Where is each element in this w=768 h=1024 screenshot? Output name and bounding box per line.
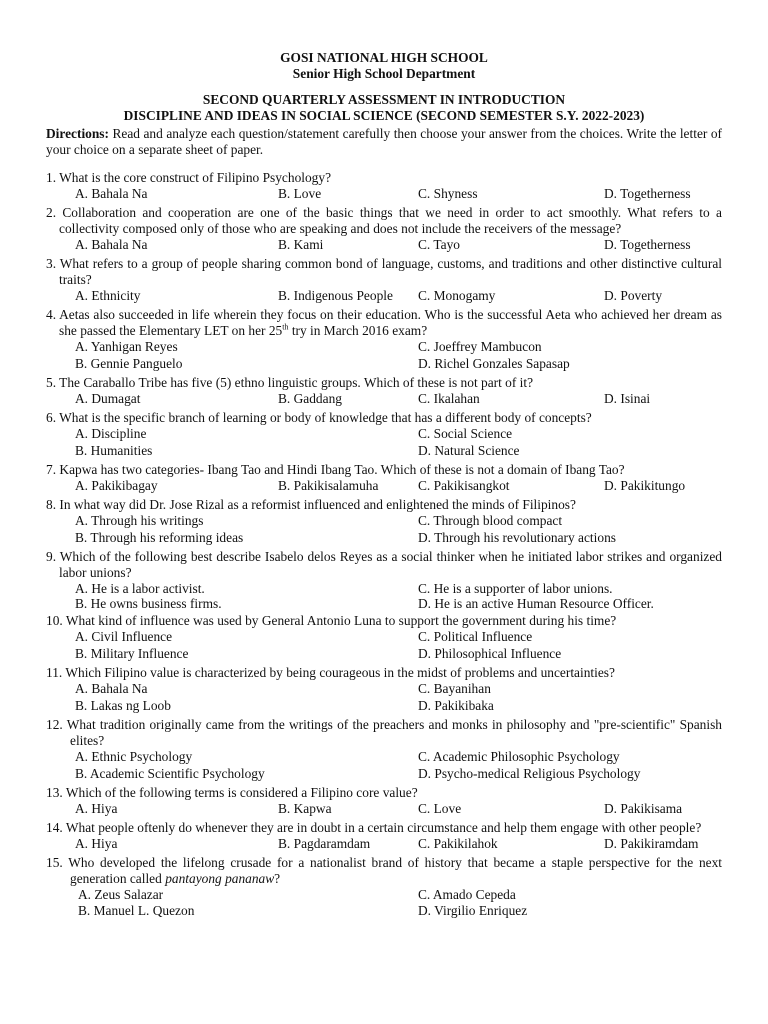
question-text: What is the core construct of Filipino Psychology? (59, 170, 332, 185)
exam-page (46, 50, 722, 919)
option-c: C. Through blood compact (418, 513, 563, 528)
question-text-cont: try in March 2016 exam? (288, 323, 428, 338)
option-d: D. Pakikibaka (418, 698, 494, 713)
option-b: B. He owns business firms. (75, 596, 222, 611)
option-b: B. Manuel L. Quezon (78, 903, 195, 918)
question-13 (46, 785, 722, 818)
option-b: B. Love (278, 186, 322, 201)
option-c: C. Shyness (418, 186, 478, 201)
question-text: What kind of influence was used by General Antonio Luna to support the government during his time? (65, 613, 617, 628)
question-12 (46, 717, 722, 783)
question-9 (46, 549, 722, 611)
question-number: 1. (46, 170, 57, 185)
option-b: B. Academic Scientific Psychology (75, 766, 265, 781)
question-7 (46, 462, 722, 495)
question-number: 9. (46, 549, 57, 564)
option-b: B. Indigenous People (278, 288, 393, 303)
question-6 (46, 410, 722, 460)
option-a: A. Bahala Na (75, 681, 148, 696)
option-a: A. Pakikibagay (75, 478, 158, 493)
option-d: D. Poverty (604, 288, 663, 303)
option-a: A. Bahala Na (75, 237, 148, 252)
question-text: Which of the following best describe Isabelo delos Reyes as a social thinker when he initiated labor strikes and organized labor unions? (59, 549, 723, 580)
department-name: Senior High School Department (292, 66, 476, 81)
exam-title-line2: DISCIPLINE AND IDEAS IN SOCIAL SCIENCE (SECOND SEMESTER S.Y. 2022-2023) (123, 108, 645, 123)
option-a: A. Ethnic Psychology (75, 749, 193, 764)
question-number: 10. (46, 613, 63, 628)
question-text: What people oftenly do whenever they are in doubt in a certain circumstance and help them engage with other people? (65, 820, 702, 835)
option-c: C. Amado Cepeda (418, 887, 516, 902)
option-c: C. Monogamy (418, 288, 496, 303)
option-b: B. Military Influence (75, 646, 189, 661)
question-text: Which of the following terms is considered a Filipino core value? (65, 785, 418, 800)
question-8 (46, 497, 722, 547)
question-3 (46, 256, 722, 305)
option-d: D. Philosophical Influence (418, 646, 562, 661)
option-a: A. Discipline (75, 426, 147, 441)
option-a: A. Yanhigan Reyes (75, 339, 178, 354)
option-d: D. Isinai (604, 391, 651, 406)
option-a: A. He is a labor activist. (75, 581, 205, 596)
question-number: 2. (46, 205, 57, 220)
option-b: B. Lakas ng Loob (75, 698, 171, 713)
option-c: C. Tayo (418, 237, 460, 252)
option-d: D. Togetherness (604, 186, 691, 201)
option-c: C. He is a supporter of labor unions. (418, 581, 613, 596)
option-b: B. Pakikisalamuha (278, 478, 379, 493)
option-b: B. Through his reforming ideas (75, 530, 244, 545)
option-d: D. Pakikiramdam (604, 836, 699, 851)
question-text: What is the specific branch of learning or body of knowledge that has a different body of concepts? (59, 410, 592, 425)
question-number: 5. (46, 375, 57, 390)
option-a: A. Through his writings (75, 513, 204, 528)
option-b: B. Pagdaramdam (278, 836, 371, 851)
option-c: C. Ikalahan (418, 391, 480, 406)
option-c: C. Social Science (418, 426, 513, 441)
question-text: Which Filipino value is characterized by being courageous in the midst of problems and uncertainties? (65, 665, 615, 680)
option-a: A. Hiya (75, 801, 118, 816)
option-d: D. Richel Gonzales Sapasap (418, 356, 570, 371)
option-d: D. Pakikitungo (604, 478, 686, 493)
question-14 (46, 820, 722, 853)
question-text-cont: ? (274, 871, 281, 886)
question-4 (46, 307, 722, 373)
ordinal-suffix: th (282, 322, 289, 332)
question-number: 12. (46, 717, 63, 732)
question-text: Aetas also succeeded in life wherein they focus on their education. Who is the successful Aeta who achieved her dream as she passed the Elementary LET on her 25 (59, 307, 722, 338)
option-c: C. Political Influence (418, 629, 533, 644)
question-text: What refers to a group of people sharing common bond of language, customs, and traditions and other distinctive cultural traits? (59, 256, 722, 287)
option-a: A. Dumagat (75, 391, 141, 406)
option-c: C. Love (418, 801, 462, 816)
question-5 (46, 375, 722, 408)
question-2 (46, 205, 722, 254)
option-d: D. Pakikisama (604, 801, 683, 816)
question-number: 7. (46, 462, 57, 477)
option-c: C. Academic Philosophic Psychology (418, 749, 620, 764)
question-text: In what way did Dr. Jose Rizal as a reformist influenced and enlightened the minds of Filipinos? (59, 497, 576, 512)
option-b: B. Kapwa (278, 801, 332, 816)
question-1 (46, 170, 722, 203)
school-name: GOSI NATIONAL HIGH SCHOOL (280, 50, 488, 65)
question-11 (46, 665, 722, 715)
directions-text: Read and analyze each question/statement carefully then choose your answer from the choices. Write the letter of your choice on a separate sheet of paper. (46, 126, 722, 157)
option-a: A. Zeus Salazar (78, 887, 164, 902)
option-d: D. Psycho-medical Religious Psychology (418, 766, 641, 781)
option-c: C. Pakikisangkot (418, 478, 510, 493)
question-text: Collaboration and cooperation are one of the basic things that we need in order to act smoothly. What refers to a collectivity composed only of those who are speaking and does not include the receivers of the message? (59, 205, 722, 236)
question-15 (46, 855, 722, 919)
option-c: C. Bayanihan (418, 681, 491, 696)
question-number: 6. (46, 410, 57, 425)
option-d: D. Through his revolutionary actions (418, 530, 616, 545)
question-text: Kapwa has two categories- Ibang Tao and Hindi Ibang Tao. Which of these is not a domain of Ibang Tao? (59, 462, 625, 477)
question-italic-term: pantayong pananaw (165, 871, 275, 886)
directions (46, 126, 722, 158)
option-a: A. Hiya (75, 836, 118, 851)
option-c: C. Pakikilahok (418, 836, 498, 851)
question-number: 13. (46, 785, 63, 800)
option-b: B. Kami (278, 237, 324, 252)
question-text: Who developed the lifelong crusade for a nationalist brand of history that became a staple perspective for the next generation called (68, 855, 722, 886)
option-d: D. He is an active Human Resource Officer. (418, 596, 654, 611)
question-text: What tradition originally came from the writings of the preachers and monks in philosophy and "pre-scientific" Spanish elites? (66, 717, 722, 748)
option-a: A. Bahala Na (75, 186, 148, 201)
question-text: The Caraballo Tribe has five (5) ethno linguistic groups. Which of these is not part of it? (59, 375, 534, 390)
directions-label: Directions: (46, 126, 109, 141)
option-a: A. Civil Influence (75, 629, 173, 644)
question-number: 15. (46, 855, 63, 870)
option-d: D. Togetherness (604, 237, 691, 252)
question-number: 4. (46, 307, 57, 322)
option-d: D. Virgilio Enriquez (418, 903, 528, 918)
question-number: 14. (46, 820, 63, 835)
question-number: 3. (46, 256, 57, 271)
question-number: 11. (46, 665, 63, 680)
question-10 (46, 613, 722, 663)
option-c: C. Joeffrey Mambucon (418, 339, 542, 354)
question-number: 8. (46, 497, 57, 512)
option-b: B. Humanities (75, 443, 153, 458)
option-d: D. Natural Science (418, 443, 520, 458)
option-a: A. Ethnicity (75, 288, 141, 303)
option-b: B. Gaddang (278, 391, 342, 406)
exam-title-line1: SECOND QUARTERLY ASSESSMENT IN INTRODUCTION (202, 92, 566, 107)
option-b: B. Gennie Panguelo (75, 356, 183, 371)
